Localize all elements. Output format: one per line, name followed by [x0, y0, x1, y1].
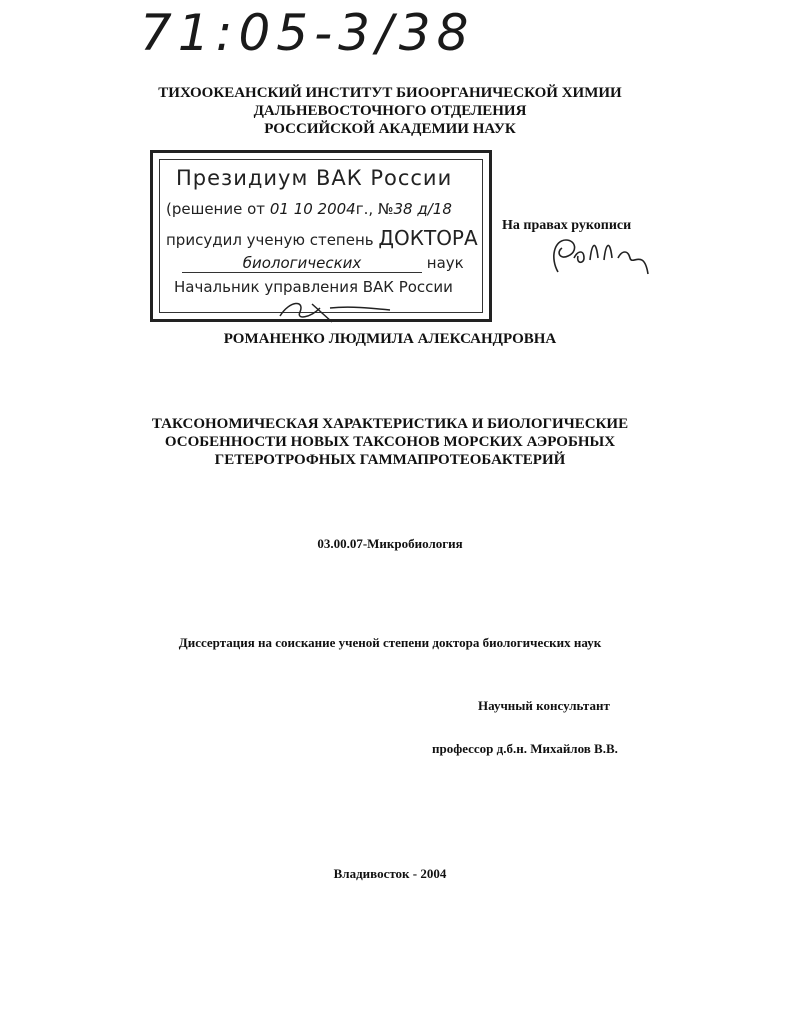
author-signature: [548, 228, 660, 282]
stamp-signature: [260, 298, 460, 324]
author-name: РОМАНЕНКО ЛЮДМИЛА АЛЕКСАНДРОВНА: [223, 331, 557, 347]
stamp-decision-number: 38 д/18: [393, 200, 452, 218]
stamp-degree-line: [166, 226, 478, 250]
rights-label: На правах рукописи: [502, 218, 632, 233]
dissertation-statement: Диссертация на соискание ученой степени доктора биологических наук: [178, 635, 602, 650]
stamp-decision-date: 10 2004: [293, 200, 356, 218]
institute-line-2: ДАЛЬНЕВОСТОЧНОГО ОТДЕЛЕНИЯ: [253, 103, 527, 119]
city-year: Владивосток - 2004: [333, 866, 447, 881]
institute-line-1: ТИХООКЕАНСКИЙ ИНСТИТУТ БИООРГАНИЧЕСКОЙ ХИМИИ: [158, 85, 622, 101]
dissertation-title: [110, 415, 670, 469]
title-line-2: ОСОБЕННОСТИ НОВЫХ ТАКСОНОВ МОРСКИХ АЭРОБНЫХ: [164, 434, 616, 450]
stamp-degree-text: присудил ученую степень: [166, 231, 374, 249]
stamp-science-suffix: наук: [426, 254, 464, 272]
stamp-decision-prefix: (решение от: [166, 200, 266, 218]
consultant-label: Научный консультант: [478, 698, 610, 713]
institute-line-3: РОССИЙСКОЙ АКАДЕМИИ НАУК: [264, 121, 516, 137]
stamp-decision: [166, 200, 452, 218]
institute-header: [120, 84, 660, 138]
vak-stamp: [150, 150, 492, 322]
stamp-decision-day: 01: [269, 200, 289, 218]
stamp-degree: ДОКТОРА: [378, 226, 478, 250]
specialty-code: 03.00.07-Микробиология: [317, 536, 463, 551]
stamp-number-prefix: г., №: [355, 200, 394, 218]
stamp-science: биологических: [182, 254, 422, 273]
stamp-title: Президиум ВАК России: [176, 166, 453, 190]
stamp-science-line: [182, 254, 488, 273]
consultant-name: профессор д.б.н. Михайлов В.В.: [432, 741, 618, 756]
stamp-inner-border: [159, 159, 483, 313]
archive-code: 71:05-3/38: [140, 4, 475, 62]
title-line-1: ТАКСОНОМИЧЕСКАЯ ХАРАКТЕРИСТИКА И БИОЛОГИЧЕСКИЕ: [151, 416, 629, 432]
title-line-3: ГЕТЕРОТРОФНЫХ ГАММАПРОТЕОБАКТЕРИЙ: [214, 452, 566, 468]
stamp-head: Начальник управления ВАК России: [174, 278, 453, 296]
